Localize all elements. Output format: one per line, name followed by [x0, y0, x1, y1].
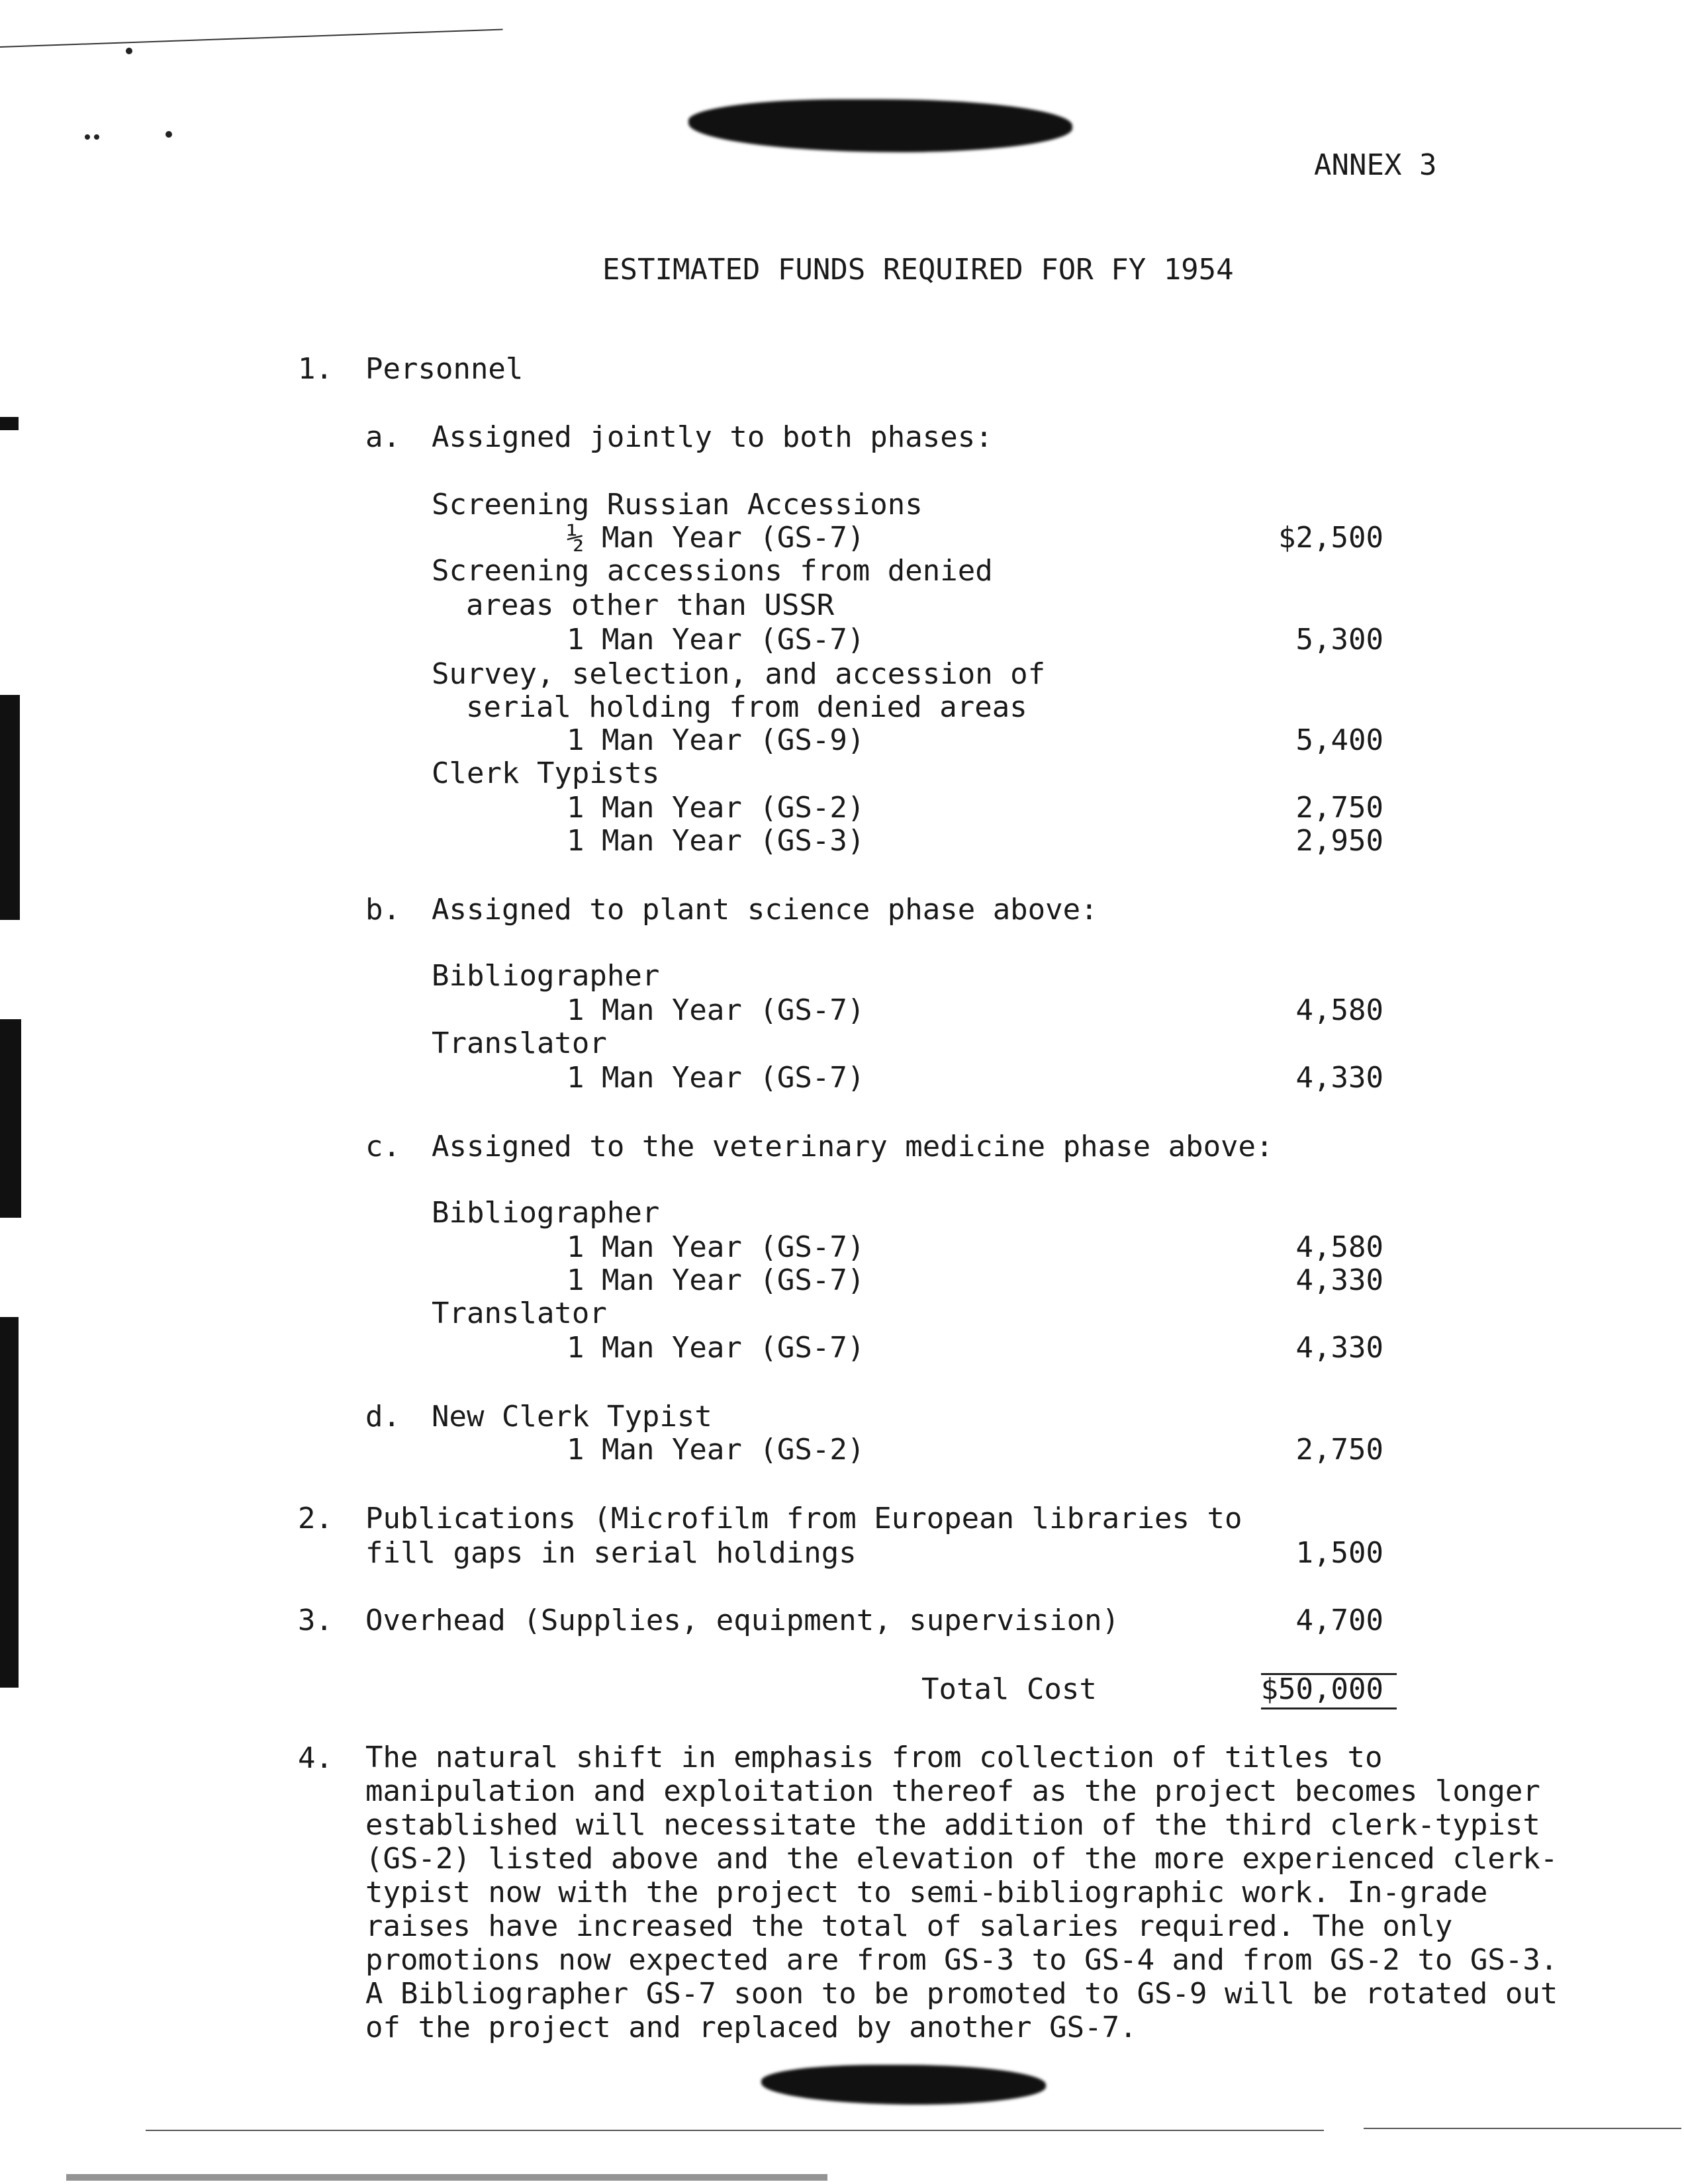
item-label: Survey, selection, and accession of [432, 657, 1046, 691]
item-detail: 1 Man Year (GS-9) [567, 723, 865, 757]
bibliographer-label: Bibliographer [432, 959, 660, 993]
item-amount: 4,330 [1295, 1263, 1383, 1297]
item-detail: 1 Man Year (GS-7) [567, 1230, 865, 1264]
translator-label: Translator [432, 1026, 607, 1060]
section-3-label: Overhead (Supplies, equipment, supervision) [365, 1604, 1120, 1637]
subsection-d-label: New Clerk Typist [432, 1400, 712, 1433]
section-2-number: 2. [298, 1502, 333, 1535]
subsection-b-letter: b. [365, 893, 400, 927]
item-label-continued: areas other than USSR [466, 588, 835, 622]
item-amount: 2,950 [1295, 824, 1383, 858]
item-detail: 1 Man Year (GS-7) [567, 1331, 865, 1365]
item-label: Screening Russian Accessions [432, 488, 923, 522]
section-1-label: Personnel [365, 352, 524, 386]
section-1-number: 1. [298, 352, 333, 386]
section-4-paragraph: The natural shift in emphasis from collection of titles to manipulation and exploitation thereof as the project becomes longer established will necessitate the addition of the third clerk-typist (GS-2) listed above and the elevation of the more experienced clerk-typist now with the project to semi-bibliographic work. In-grade raises have increased the total of salaries required. The only promotions now expected are from GS-3 to GS-4 and from GS-2 to GS-3. A Bibliographer GS-7 soon to be promoted to GS-9 will be rotated out of the project and replaced by another GS-7. [365, 1741, 1558, 2044]
top-scan-line [0, 28, 503, 48]
speck [126, 48, 132, 54]
item-detail: 1 Man Year (GS-7) [567, 1263, 865, 1297]
section-2-label: Publications (Microfilm from European libraries to [365, 1502, 1242, 1535]
item-amount: 2,750 [1295, 791, 1383, 825]
item-detail: 1 Man Year (GS-7) [567, 993, 865, 1027]
left-edge-mark-3 [0, 1019, 21, 1218]
section-2-label-continued: fill gaps in serial holdings [365, 1536, 857, 1570]
section-4-number: 4. [298, 1741, 333, 1775]
item-detail: 1 Man Year (GS-2) [567, 791, 865, 825]
item-detail: 1 Man Year (GS-2) [567, 1433, 865, 1467]
item-amount: 4,330 [1295, 1331, 1383, 1365]
item-amount: 5,400 [1295, 723, 1383, 757]
item-amount: 4,330 [1295, 1061, 1383, 1095]
item-amount: 2,750 [1295, 1433, 1383, 1467]
top-redaction-mark [688, 99, 1072, 152]
speck [85, 134, 90, 140]
bottom-scan-noise [66, 2174, 827, 2181]
item-label-continued: serial holding from denied areas [466, 690, 1027, 724]
document-title: ESTIMATED FUNDS REQUIRED FOR FY 1954 [602, 253, 1234, 287]
item-detail: 1 Man Year (GS-7) [567, 623, 865, 657]
bottom-scan-line-left [146, 2130, 1324, 2131]
item-label: Screening accessions from denied [432, 554, 993, 588]
bibliographer-label: Bibliographer [432, 1196, 660, 1230]
left-edge-mark-1 [0, 417, 19, 430]
item-detail: 1 Man Year (GS-7) [567, 1061, 865, 1095]
bottom-redaction-mark [761, 2065, 1046, 2105]
subsection-a-letter: a. [365, 420, 400, 454]
subsection-c-label: Assigned to the veterinary medicine phase above: [432, 1130, 1274, 1163]
subsection-b-label: Assigned to plant science phase above: [432, 893, 1098, 927]
section-2-amount: 1,500 [1295, 1536, 1383, 1570]
item-amount: $2,500 [1278, 521, 1383, 555]
item-amount: 4,580 [1295, 993, 1383, 1027]
clerk-typists-label: Clerk Typists [432, 756, 660, 790]
speck [94, 134, 99, 140]
translator-label: Translator [432, 1297, 607, 1330]
total-underline [1261, 1707, 1397, 1709]
left-edge-mark-4 [0, 1317, 19, 1688]
item-amount: 5,300 [1295, 623, 1383, 657]
left-edge-mark-2 [0, 695, 20, 920]
section-3-number: 3. [298, 1604, 333, 1637]
item-amount: 4,580 [1295, 1230, 1383, 1264]
item-detail: ½ Man Year (GS-7) [567, 521, 865, 555]
item-detail: 1 Man Year (GS-3) [567, 824, 865, 858]
subsection-c-letter: c. [365, 1130, 400, 1163]
subsection-a-label: Assigned jointly to both phases: [432, 420, 993, 454]
total-label: Total Cost [921, 1672, 1097, 1706]
speck [165, 131, 172, 138]
total-amount: $50,000 [1260, 1672, 1383, 1706]
subsection-d-letter: d. [365, 1400, 400, 1433]
section-3-amount: 4,700 [1295, 1604, 1383, 1637]
bottom-scan-line-right [1364, 2128, 1681, 2129]
annex-label: ANNEX 3 [1314, 148, 1437, 182]
